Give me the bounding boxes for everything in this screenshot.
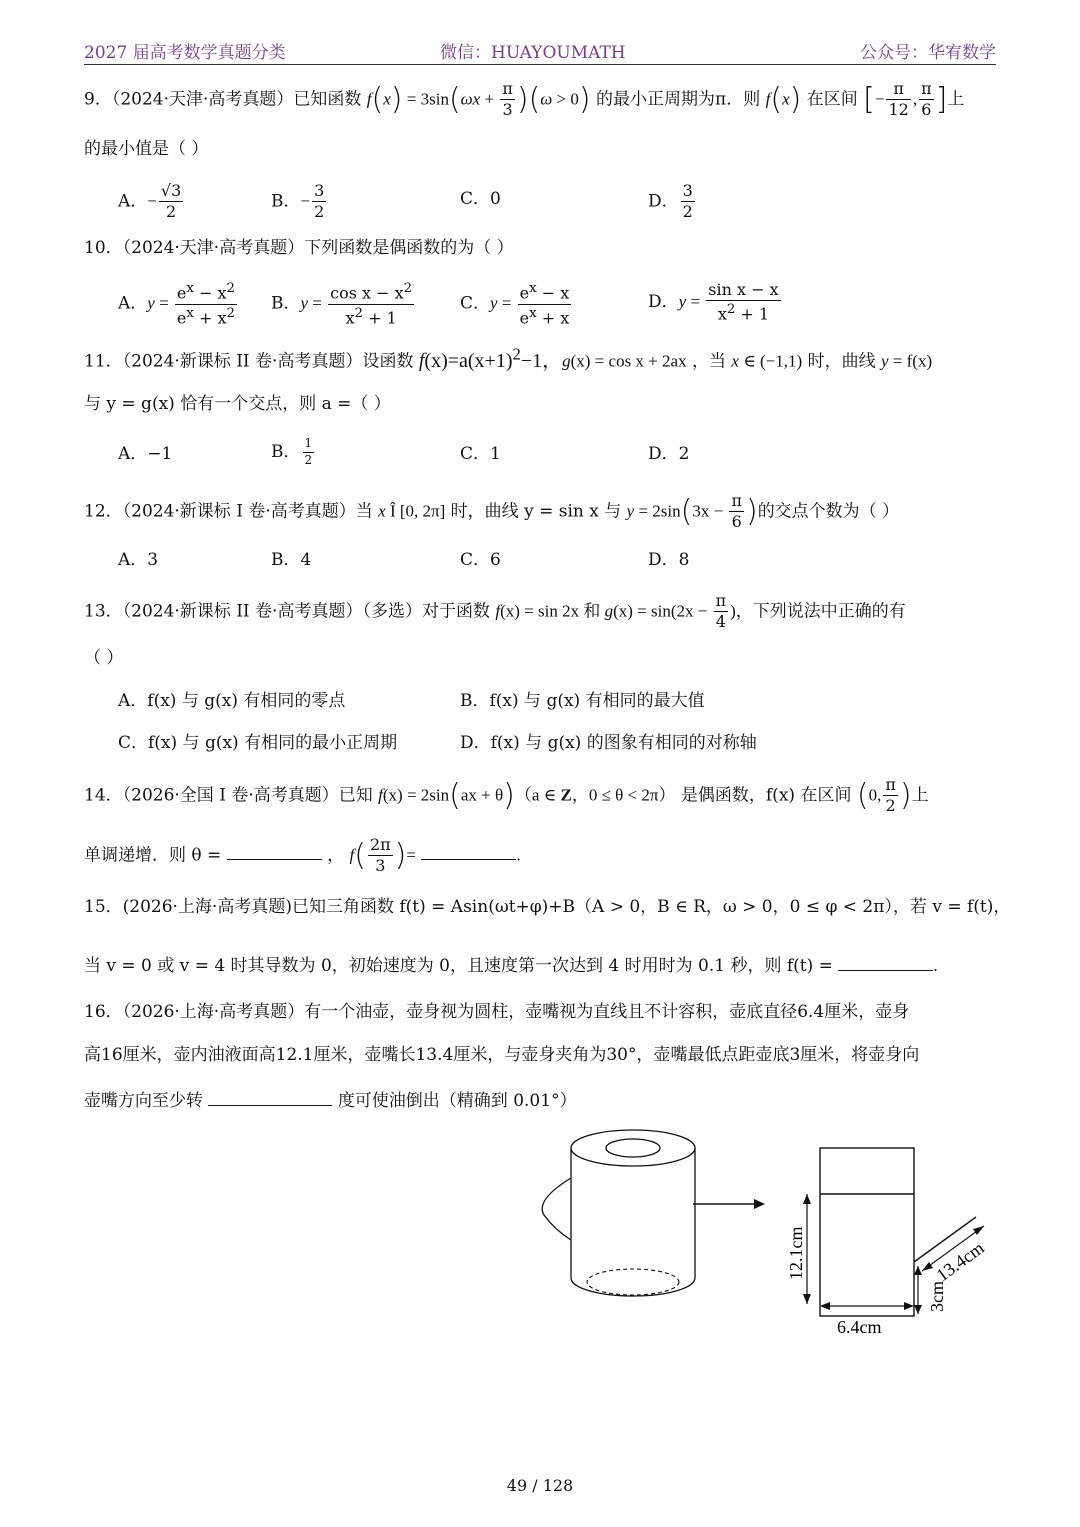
q13-option-b: B．f(x) 与 g(x) 有相同的最大值 <box>460 691 705 711</box>
q16-line3: 壶嘴方向至少转 度可使油倒出（精确到 0.01°） <box>84 1091 577 1111</box>
q12-option-a: A．3 <box>118 550 159 570</box>
q13-option-d: D．f(x) 与 g(x) 的图象有相同的对称轴 <box>460 733 757 753</box>
q10-option-b: B．y = $\frac{\cos x - x^2}{x^2 + 1}$ <box>271 281 413 328</box>
q13-option-a: A．f(x) 与 g(x) 有相同的零点 <box>118 691 346 711</box>
q10-stem: 10．（2024·天津·高考真题）下列函数是偶函数的为（ ） <box>84 238 514 258</box>
q15-blank[interactable] <box>838 955 933 971</box>
q13-option-c: C．f(x) 与 g(x) 有相同的最小正周期 <box>118 733 398 753</box>
q12-option-b: B．4 <box>271 550 312 570</box>
q16-line1: 16．（2026·上海·高考真题）有一个油壶，壶身视为圆柱，壶嘴视为直线且不计容积，壶底直径6.4厘米，壶身 <box>84 1002 910 1022</box>
pot-bottom-dashed <box>587 1269 679 1295</box>
page-number: 49 / 128 <box>506 1476 574 1495</box>
q11-line2: 与 y = g(x) 恰有一个交点，则 a =（ ） <box>84 394 391 414</box>
q14-line1: 14．（2026·全国 I 卷·高考真题）已知 f(x) = 2sin(ax + θ)（a ∈ Z，0 ≤ θ < 2π） 是偶函数，f(x) 在区间 (0, $\frac{\pi}{2}$ )上 <box>84 775 929 816</box>
q13-line2: （ ） <box>84 648 124 668</box>
q10-option-c: C．y = $\frac{e^x - x}{e^x + x}$ <box>460 281 570 328</box>
q14-blank-theta[interactable] <box>227 844 322 860</box>
oil-pot-figure <box>530 1120 1010 1345</box>
q9-stem-mid: 的最小正周期为π．则 <box>596 89 761 110</box>
q16-line2: 高16厘米，壶内油液面高12.1厘米，壶嘴长13.4厘米，与壶身夹角为30°，壶嘴最低点距壶底3厘米，将壶身向 <box>84 1045 920 1065</box>
pot-handle <box>542 1178 571 1240</box>
header-wechat: 微信：HUAYOUMATH <box>440 43 626 63</box>
q11-option-d: D．2 <box>648 444 690 464</box>
q9-line1: 9．（2024·天津·高考真题）已知函数 f(x) = 3sin(ωx + $\frac{\pi}{3}$ )(ω > 0) 的最小正周期为π．则 f(x) 在区间 [− $\frac{\pi}{12}$ , $\frac{\pi}{6}$ ]上 <box>84 79 965 120</box>
label-low: 3cm <box>927 1281 947 1312</box>
q9-line2: 的最小值是（ ） <box>84 139 209 159</box>
q9-option-c: C．0 <box>460 189 501 209</box>
label-spout: 13.4cm <box>932 1237 988 1286</box>
pot-opening <box>606 1139 660 1157</box>
q11-option-a: A．−1 <box>118 444 173 464</box>
q9-stem-pre: 9．（2024·天津·高考真题）已知函数 <box>84 89 362 110</box>
q15-line1: 15．(2026·上海·高考真题)已知三角函数 f(t) = Asin(ωt+φ)+B（A > 0，B ∈ R，ω > 0，0 ≤ φ < 2π），若 v = f(t)， <box>84 897 1011 917</box>
header-official-account: 公众号：华宥数学 <box>860 43 996 63</box>
q11-option-c: C．1 <box>460 444 501 464</box>
q10-option-d: D．y = $\frac{\text{sin x − x}}{x^2 + 1}$ <box>648 280 779 324</box>
label-height: 12.1cm <box>786 1226 806 1280</box>
q11-line1: 11．（2024·新课标 II 卷·高考真题）设函数 $f(x)=a(x+1)^2-1$，g(x) = cos x + 2ax ，当 x ∈ (−1,1) 时，曲线 y = f(x) <box>84 344 933 372</box>
q16-blank[interactable] <box>208 1090 332 1106</box>
q10-option-a: A．y = $\frac{e^x - x^2}{e^x + x^2}$ <box>118 281 236 328</box>
q9-stem-end: 上 <box>947 89 965 110</box>
page-header <box>84 38 996 65</box>
q9-option-d: D． $\frac{3}{2}$ <box>648 181 693 222</box>
q11-option-b: B． $\frac{1}{2}$ <box>271 436 313 467</box>
q13-line1: 13．（2024·新课标 II 卷·高考真题）（多选）对于函数 f(x) = sin 2x 和 g(x) = sin(2x − $\frac{\pi}{4}$ )，下列说法中正确的有 <box>84 591 906 632</box>
q14-blank-value[interactable] <box>421 844 516 860</box>
section-rect <box>820 1148 914 1316</box>
q9-option-a: A．− $\frac{√3}{2}$ <box>118 181 182 222</box>
q12-option-d: D．8 <box>648 550 690 570</box>
pot-top-rim <box>571 1130 695 1166</box>
q9-option-b: B．− $\frac{3}{2}$ <box>271 181 325 222</box>
label-width: 6.4cm <box>837 1317 882 1337</box>
q12-line1: 12．（2024·新课标 I 卷·高考真题）当 x Î [0, 2π] 时，曲线 y = sin x 与 y = 2sin(3x − $\frac{\pi}{6}$ )的交点个数为（ ） <box>84 491 900 532</box>
q14-line2: 单调递增．则 θ = ， f( $\frac{2\pi}{3}$ )= . <box>84 835 521 876</box>
arrow-head <box>754 1199 765 1209</box>
header-left-title: 2027 届高考数学真题分类 <box>84 43 286 63</box>
q12-option-c: C．6 <box>460 550 501 570</box>
q15-line2: 当 v = 0 或 v = 4 时其导数为 0，初始速度为 0，且速度第一次达到 4 时用时为 0.1 秒，则 f(t) = . <box>84 956 938 976</box>
q9-stem-tail: 在区间 <box>806 89 858 110</box>
